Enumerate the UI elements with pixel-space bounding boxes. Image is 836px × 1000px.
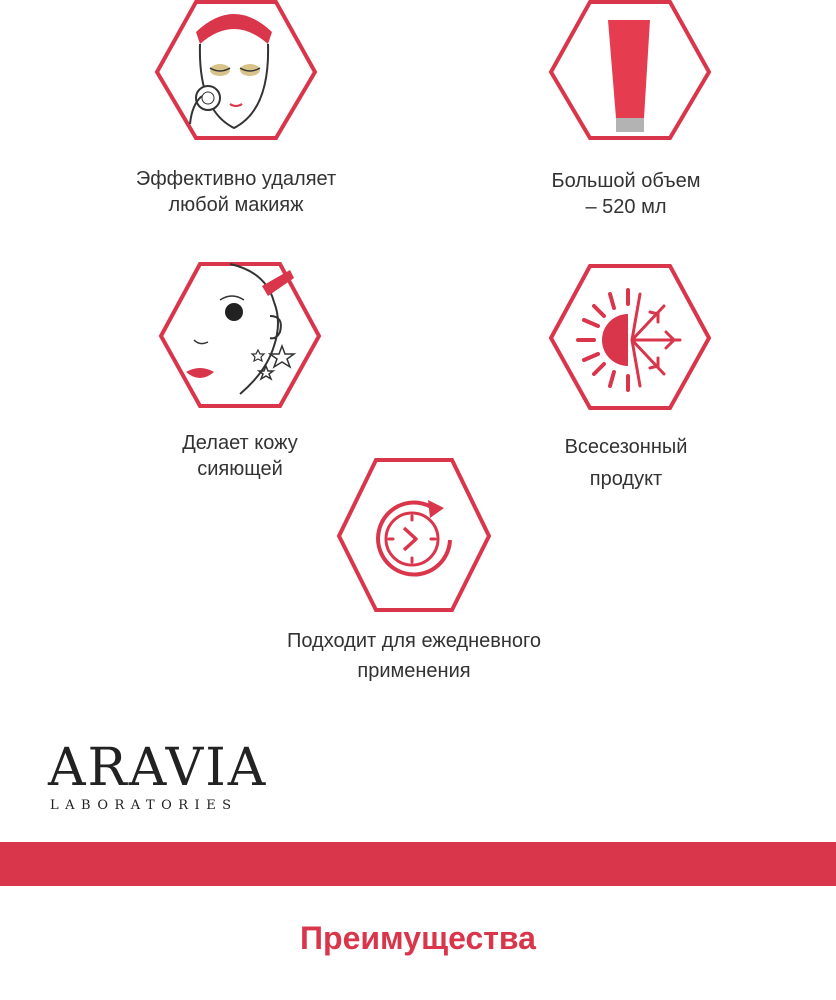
feature-caption: Подходит для ежедневного применения xyxy=(286,630,542,682)
feature-caption: Эффективно удаляет любой макияж xyxy=(135,168,337,216)
feature-caption: Всесезонный продукт xyxy=(564,436,688,490)
brand-logo: ARAVIA xyxy=(48,738,268,798)
face-cotton-pad-icon xyxy=(184,0,284,136)
tube-icon xyxy=(600,16,660,138)
brand-logo-subtitle: LABORATORIES xyxy=(50,798,238,813)
accent-band xyxy=(0,842,836,886)
glowing-face-icon xyxy=(170,262,310,408)
clock-icon xyxy=(370,494,460,584)
sun-snowflake-icon xyxy=(574,284,686,396)
feature-caption: Делает кожу сияющей xyxy=(182,432,298,480)
section-heading: Преимущества xyxy=(300,920,536,956)
feature-caption: Большой объем – 520 мл xyxy=(551,170,701,218)
